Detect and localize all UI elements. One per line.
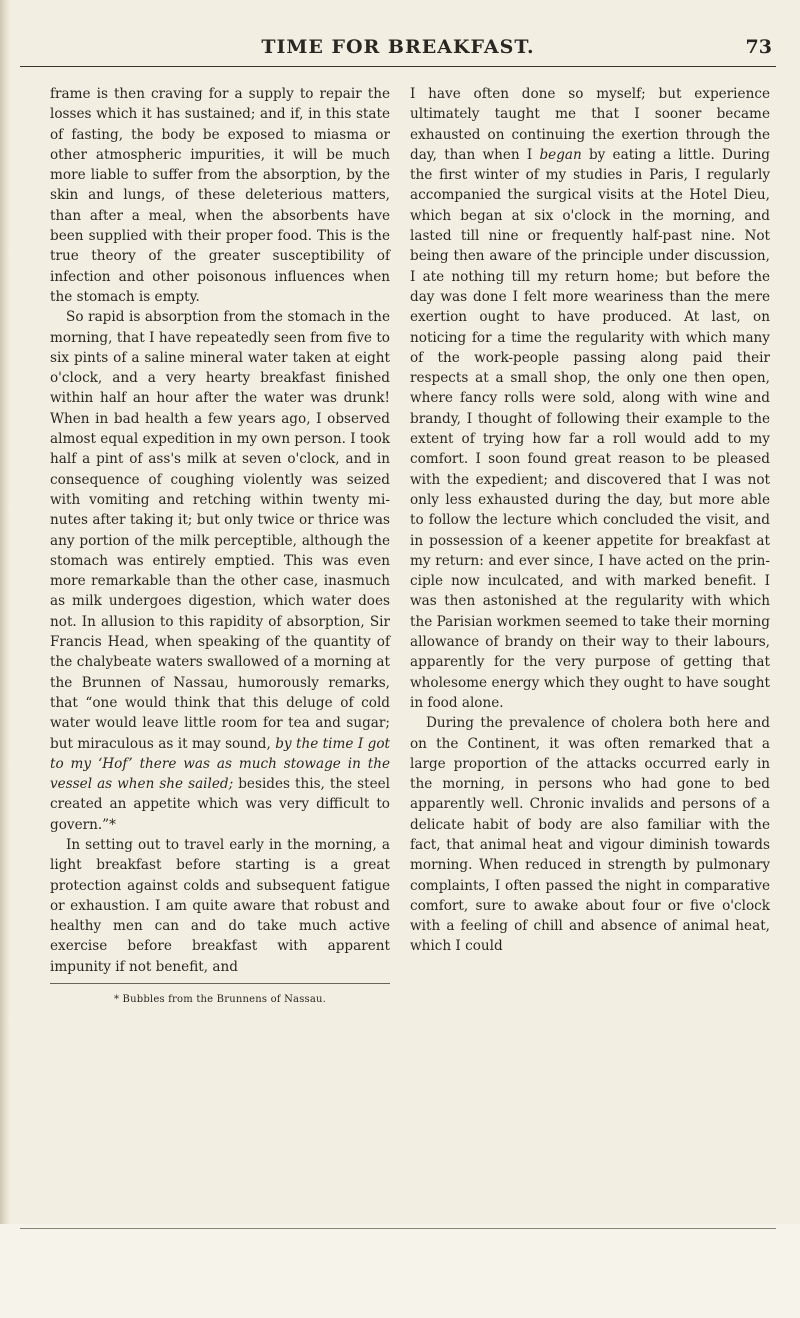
page-header	[20, 36, 776, 66]
bottom-rule	[20, 1228, 776, 1229]
paragraph-text: I have often done so myself; but experience ultimately taught me that I sooner became exhausted on continuing the exertion through the day, than when I	[410, 86, 770, 163]
footnote-rule	[50, 983, 390, 984]
page-bottom-margin	[0, 1224, 800, 1318]
right-column	[410, 84, 770, 957]
paragraph-text: by eating a little. During the first winter of my studies in Paris, I regularly accompanied the surgical visits at the Hotel Dieu, which began at six o'clock in the morning, and lasted till nine or frequently half-past nine. Not being then aware of the principle under discussion, I ate nothing till my return home; but before the day was done I felt more weariness than the mere exertion ought to have produced. At last, on noticing for a time the regularity with which many of the work-people passing along paid their respects at a small shop, the only one then open, where fancy rolls were sold, along with wine and brandy, I thought of following their example to the extent of trying how far a roll would add to my comfort. I soon found great reason to be pleased with the expedient; and discovered that I was not only less exhausted during the day, but more able to follow the lecture which concluded the visit, and in possession of a keener appetite for breakfast at my return: and ever since, I have acted on the principle now inculcated, and with marked benefit. I was then astonished at the regularity with which the Parisian workmen seemed to take their morning allowance of brandy on their way to their labours, apparently for the very purpose of getting that wholesome energy which they ought to have sought in food alone.	[410, 146, 770, 711]
footnote: * Bubbles from the Brunnens of Nassau.	[113, 994, 327, 1006]
left-column	[50, 84, 390, 1005]
emphasis-text: began	[539, 146, 582, 163]
paragraph-text: So rapid is absorption from the stomach in the morning, that I have repeatedly seen from five to six pints of a saline mineral water taken at eight o'clock, and a very hearty breakfast finished within half an hour after the water was drunk! When in bad health a few years ago, I observed almost equal expedition in my own person. I took half a pint of ass's milk at seven o'clock, and in consequence of coughing violently was seized with vomiting and retching within twenty minutes after taking it; but only twice or thrice was any portion of the milk perceptible, although the stomach was entirely emptied. This was even more remarkable than the other case, inasmuch as milk undergoes digestion, which water does not. In allusion to this rapidity of absorption, Sir Francis Head, when speaking of the quantity of the chalybeate waters swallowed of a morning at the Brunnen of Nassau, humorously remarks, that “one would think that this deluge of cold water would leave little room for tea and sugar; but miraculous as it may sound,	[50, 309, 390, 752]
paragraph-continued: frame is then craving for a supply to repair the losses which it has sustained; and if, in this state of fasting, the body be exposed to miasma or other atmospheric impurities, it will be much more liable to suffer from the absorption, by the skin and lungs, of these deleterious matters, than after a meal, when the absorbents have been supplied with their proper food. This is the true theory of the greater susceptibility of infection and other poisonous influences when the stomach is empty.	[50, 86, 390, 305]
paragraph-absorption	[50, 307, 390, 835]
paragraph-travel: In setting out to travel early in the morning, a light breakfast before starting is a great protection against colds and subsequent fatigue or exhaustion. I am quite aware that robust and healthy men can and do take much active exercise before breakfast with apparent impunity if not benefit, and	[50, 836, 390, 975]
running-title: TIME FOR BREAKFAST.	[261, 36, 535, 58]
page-gutter-edge	[0, 0, 10, 1318]
page-number: 73	[745, 36, 772, 58]
paragraph-cholera: During the prevalence of cholera both here and on the Continent, it was often remarked that a large proportion of the attacks occurred early in the morning, in persons who had gone to bed apparently well. Chronic invalids and persons of a delicate habit of body are also familiar with the fact, that animal heat and vigour diminish towards morning. When reduced in strength by pulmonary complaints, I often passed the night in comparative comfort, sure to awake about four or five o'clock with a feeling of chill and absence of animal heat, which I could	[410, 715, 770, 955]
quoted-italic-text: by the time I got to my ‘Hof’ there was as much stowage in the vessel as when she sailed;	[50, 735, 390, 793]
paragraph-text: besides this, the steel created an appetite which was very difficult to govern.”*	[50, 776, 390, 833]
paragraph-paris	[410, 84, 770, 713]
header-rule	[20, 66, 776, 67]
